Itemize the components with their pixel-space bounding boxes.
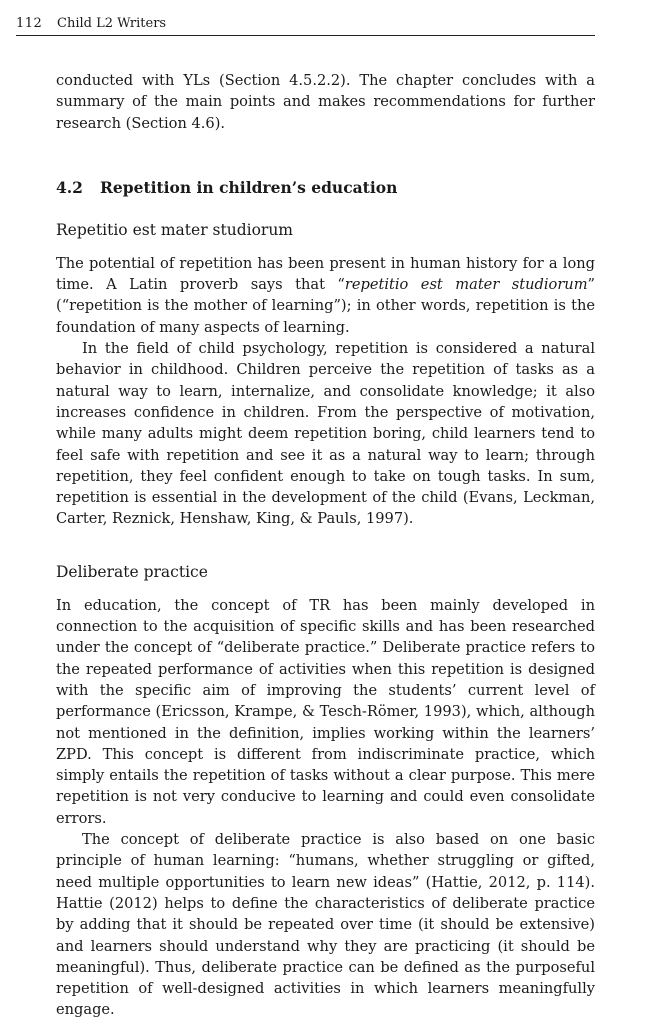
paragraph-hattie: The concept of deliberate practice is also based on one basic principle of human learning: “humans, whether struggling or gifted, need multiple opportunities to learn new ideas” (Hattie, 2012, p. 114). Hattie (2012) helps to define the characteristics of deliberate practice by adding that it should be repeated over time (it should be extensive) and learners should understand why they are practicing (it should be meaningful). Thus, deliberate practice can be defined as the purposeful repetition of well-designed activities in which learners meaningfully engage.: [56, 831, 595, 1019]
section-number: 4.2: [56, 177, 83, 197]
page-body: [56, 70, 595, 1021]
paragraph-proverb-end: ” (“repetition is the mother of learning”); in other words, repetition is the foundation of many aspects of learning.: [56, 276, 595, 336]
paragraph-child-psychology: In the field of child psychology, repetition is considered a natural behavior in childhood. Children perceive the repetition of tasks as a natural way to learn, internalize, and consolidate knowledge; it also increases confidence in children. From the perspective of motivation, while many adults might deem repetition boring, child learners tend to feel safe with repetition and see it as a natural way to learn; through repetition, they feel confident enough to take on tough tasks. In sum, repetition is essential in the development of the child (Evans, Leckman, Carter, Reznick, Henshaw, King, & Pauls, 1997).: [56, 340, 595, 528]
running-head: [16, 14, 595, 36]
latin-proverb: repetitio est mater studiorum: [344, 276, 588, 294]
paragraph-deliberate-definition: In education, the concept of TR has been mainly developed in connection to the acquisition of specific skills and has been researched under the concept of “deliberate practice.” Deliberate practice refers to the repeated performance of activities when this repetition is designed with the specific aim of improving the students’ current level of performance (Ericsson, Krampe, & Tesch-Römer, 1993), which, although not mentioned in the definition, implies working within the learners’ ZPD. This concept is different from indiscriminate practice, which simply entails the repetition of tasks without a clear purpose. This mere repetition is not very conducive to learning and could even consolidate errors.: [56, 596, 595, 827]
subheading-deliberate-practice: Deliberate practice: [56, 562, 208, 581]
section-title: Repetition in children’s education: [100, 177, 398, 197]
running-title: Child L2 Writers: [57, 16, 167, 31]
section-heading: [56, 177, 595, 199]
subheading-repetitio: Repetitio est mater studiorum: [56, 220, 293, 239]
page-number: 112: [16, 16, 43, 31]
paragraph-proverb: [56, 253, 595, 338]
paragraph-proverb-start: The potential of repetition has been present in human history for a long time. A Latin proverb says that “: [56, 254, 595, 294]
intro-paragraph: conducted with YLs (Section 4.5.2.2). The chapter concludes with a summary of the main points and makes recommendations for further research (Section 4.6).: [56, 72, 595, 132]
